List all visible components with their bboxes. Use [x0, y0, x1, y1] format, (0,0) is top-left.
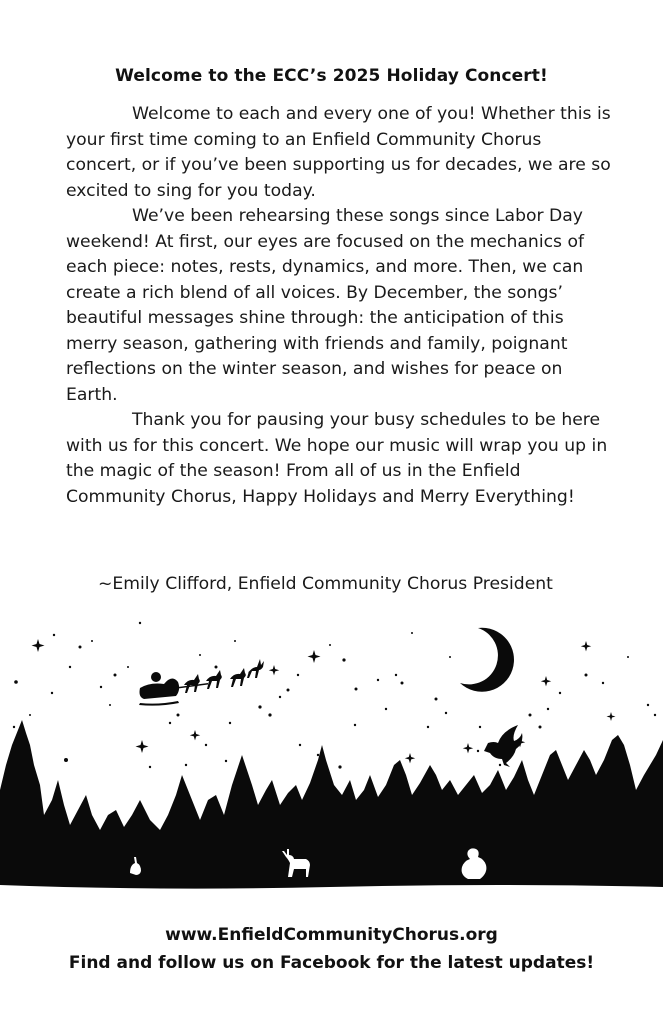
winter-night-illustration — [0, 615, 663, 900]
letter-paragraph: Welcome to each and every one of you! Whether this is your first time coming to an Enfield Community Chorus concert, or if you’ve been supporting us for decades, we are so excited to sing for you today. — [66, 104, 611, 201]
footer — [0, 921, 663, 977]
facebook-note: Find and follow us on Facebook for the latest updates! — [68, 953, 595, 973]
letter-paragraph: Thank you for pausing your busy schedules to be here with us for this concert. We hope our music will wrap you up in the magic of the season! From all of us in the Enfield Community Chorus, Happy Holidays and Merry Everything! — [66, 410, 608, 507]
letter-paragraph: We’ve been rehearsing these songs since Labor Day weekend! At first, our eyes are focused on the mechanics of each piece: notes, rests, dynamics, and more. Then, we can create a rich blend of all voices. By December, the songs’ beautiful messages shine through: the anticipation of this merry season, gathering with friends and family, poignant reflections on the winter season, and wishes for peace on Earth. — [66, 206, 585, 405]
signature: ~Emily Clifford, Enfield Community Chorus President — [98, 574, 553, 594]
santa-sleigh-icon — [139, 659, 264, 706]
website-link[interactable]: www.EnfieldCommunityChorus.org — [165, 925, 498, 945]
stars-icon — [13, 622, 656, 769]
ground-strip — [0, 865, 663, 889]
dove-icon — [484, 725, 522, 767]
welcome-letter — [66, 102, 614, 510]
pine-forest-silhouette — [0, 720, 663, 885]
page-title: Welcome to the ECC’s 2025 Holiday Concert! — [115, 66, 548, 86]
crescent-moon-icon — [460, 628, 514, 692]
